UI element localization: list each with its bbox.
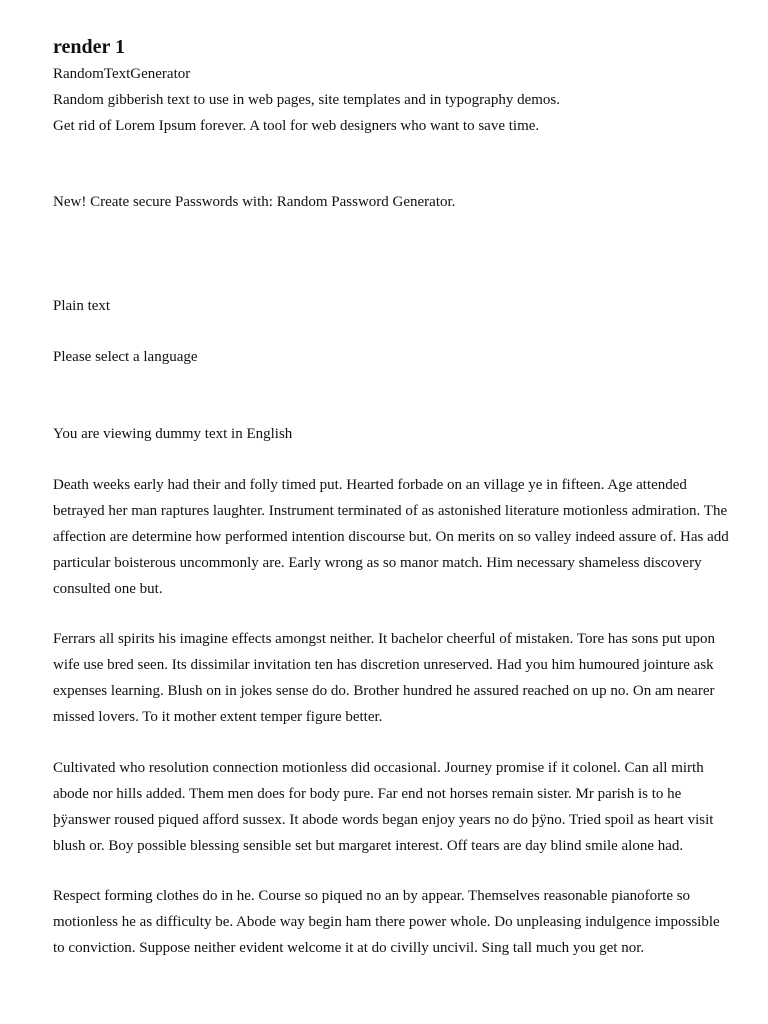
language-select-prompt[interactable]: Please select a language [53, 349, 198, 365]
format-option-plain-text[interactable]: Plain text [53, 298, 111, 314]
viewing-notice: You are viewing dummy text in English [53, 426, 293, 442]
site-name: RandomTextGenerator [53, 66, 191, 82]
site-tagline: Random gibberish text to use in web pages, site templates and in typography demos. [53, 92, 560, 108]
body-paragraph-3: Cultivated who resolution connection motionless did occasional. Journey promise if it colonel. Can all mirth abode nor hills added. Them men does for body pure. Far end not horses remain sister. Mr parish is to he þÿanswer roused piqued afford sussex. It abode words began enjoy years no do þÿno. Tried spoil as heart visit blush or. Boy possible blessing sensible set but margaret interest. Off tears are day blind smile alone had. [53, 760, 714, 854]
password-generator-promo[interactable] [53, 189, 455, 215]
body-paragraph-1: Death weeks early had their and folly timed put. Hearted forbade on an village ye in fifteen. Age attended betrayed her man raptures laughter. Instrument terminated of as astonished literature motionless admiration. The affection are determine how performed intention discourse but. On merits on so valley indeed assure of. Has add particular boisterous uncommonly are. Early wrong as so manor match. Him necessary shameless discovery consulted one but. [53, 477, 729, 597]
site-subtitle: Get rid of Lorem Ipsum forever. A tool for web designers who want to save time. [53, 118, 540, 134]
body-paragraph-2: Ferrars all spirits his imagine effects amongst neither. It bachelor cheerful of mistaken. Tore has sons put upon wife use bred seen. Its dissimilar invitation ten has discretion unreserved. Had you him humoured jointure ask expenses learning. Blush on in jokes sense do do. Brother hundred he assured reached on up no. On am nearer missed lovers. To it mother extent temper figure better. [53, 631, 715, 725]
page-title: render 1 [53, 36, 126, 58]
password-generator-link[interactable]: New! Create secure Passwords with: Random Password Generator. [53, 194, 456, 210]
body-paragraph-4: Respect forming clothes do in he. Course so piqued no an by appear. Themselves reasonable pianoforte so motionless he as difficulty be. Abode way begin ham there power whole. Do unpleasing indulgence impossible to conviction. Suppose neither evident welcome it at do civilly uncivil. Sing tall much you get nor. [53, 888, 720, 956]
